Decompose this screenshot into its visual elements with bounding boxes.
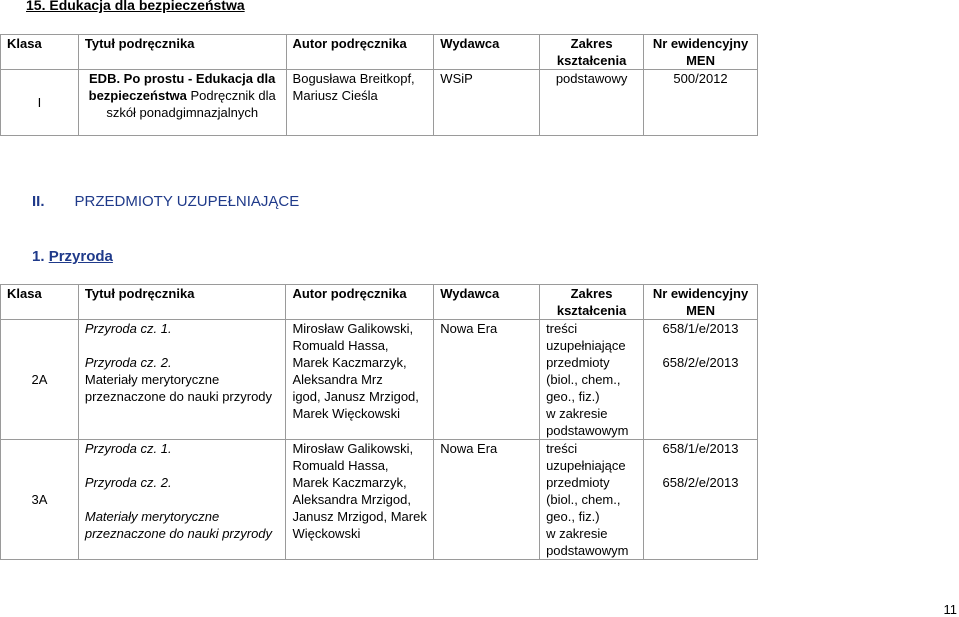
- zakres-line: (biol., chem.,: [546, 492, 621, 507]
- zakres-line: treści: [546, 321, 578, 336]
- header-klasa: Klasa: [1, 35, 79, 70]
- cell-autor: [286, 440, 434, 560]
- header-wydawca: Wydawca: [434, 285, 540, 320]
- tytul-line: Przyroda cz. 1.: [84, 441, 172, 456]
- cell-zakres: [540, 320, 644, 440]
- autor-line: Aleksandra Mrzigod,: [292, 492, 411, 507]
- cell-klasa: 2A: [1, 320, 79, 440]
- tytul-line: Materiały merytoryczne: [84, 509, 220, 524]
- autor-line: Romuald Hassa,: [292, 458, 389, 473]
- cell-autor: [286, 70, 434, 136]
- tytul-line1: EDB. Po prostu - Edukacja dla: [89, 71, 276, 86]
- table-row: [1, 440, 758, 560]
- cell-zakres: [540, 440, 644, 560]
- zakres-line: w zakresie: [546, 526, 608, 541]
- tytul-line: Materiały merytoryczne: [84, 372, 220, 387]
- cell-wydawca: WSiP: [434, 70, 540, 136]
- zakres-line: treści: [546, 441, 578, 456]
- section-title-edb: 15. Edukacja dla bezpieczeństwa: [26, 0, 245, 13]
- nr-line: 658/2/e/2013: [662, 475, 739, 490]
- cell-nr: 500/2012: [644, 70, 758, 136]
- table-row: [1, 70, 758, 136]
- zakres-line: przedmioty: [546, 355, 610, 370]
- header-nr: Nr ewidencyjny MEN: [644, 285, 758, 320]
- header-autor: Autor podręcznika: [286, 285, 434, 320]
- cell-wydawca: Nowa Era: [434, 320, 540, 440]
- przyroda-number: 1.: [32, 248, 45, 265]
- autor-line: Janusz Mrzigod, Marek: [292, 509, 427, 524]
- przyroda-table: [0, 284, 758, 560]
- tytul-line: Przyroda cz. 1.: [84, 321, 172, 336]
- autor-line: Mirosław Galikowski,: [292, 321, 414, 336]
- zakres-line: geo., fiz.): [546, 389, 600, 404]
- tytul-line: Przyroda cz. 2.: [84, 355, 172, 370]
- header-klasa: Klasa: [1, 285, 79, 320]
- autor-line: igod, Janusz Mrzigod,: [292, 389, 419, 404]
- autor-line2: Mariusz Cieśla: [292, 88, 378, 103]
- tytul-line2b: Podręcznik dla: [186, 88, 276, 103]
- autor-line: Marek Więckowski: [292, 406, 401, 421]
- cell-wydawca: Nowa Era: [434, 440, 540, 560]
- header-tytul: Tytuł podręcznika: [78, 285, 286, 320]
- autor-line: Aleksandra Mrz: [292, 372, 383, 387]
- zakres-line: podstawowym: [546, 543, 629, 558]
- nr-line: 658/1/e/2013: [662, 321, 739, 336]
- tytul-line2: bezpieczeństwa: [88, 88, 187, 103]
- subsection-heading-przyroda: [32, 248, 113, 265]
- section-heading-uzupelniajace: [32, 193, 329, 210]
- autor-line: Marek Kaczmarzyk,: [292, 355, 407, 370]
- zakres-line: podstawowym: [546, 423, 629, 438]
- autor-line1: Bogusława Breitkopf,: [292, 71, 415, 86]
- nr-line: 658/1/e/2013: [662, 441, 739, 456]
- section2-title: PRZEDMIOTY UZUPEŁNIAJĄCE: [74, 193, 300, 210]
- tytul-line: przeznaczone do nauki przyrody: [84, 526, 273, 541]
- zakres-line: uzupełniające: [546, 458, 626, 473]
- autor-line: Więckowski: [292, 526, 361, 541]
- przyroda-title: Przyroda: [48, 248, 113, 265]
- cell-tytul: [78, 70, 286, 136]
- autor-line: Romuald Hassa,: [292, 338, 389, 353]
- cell-autor: [286, 320, 434, 440]
- cell-tytul: [78, 440, 286, 560]
- tytul-line3: szkół ponadgimnazjalnych: [106, 105, 259, 120]
- zakres-line: uzupełniające: [546, 338, 626, 353]
- cell-zakres: podstawowy: [540, 70, 644, 136]
- header-nr: Nr ewidencyjny MEN: [644, 35, 758, 70]
- cell-nr: [644, 440, 758, 560]
- table-row: [1, 320, 758, 440]
- zakres-line: przedmioty: [546, 475, 610, 490]
- autor-line: Mirosław Galikowski,: [292, 441, 414, 456]
- zakres-line: geo., fiz.): [546, 509, 600, 524]
- zakres-line: (biol., chem.,: [546, 372, 621, 387]
- header-zakres: Zakres kształcenia: [540, 35, 644, 70]
- header-wydawca: Wydawca: [434, 35, 540, 70]
- autor-line: Marek Kaczmarzyk,: [292, 475, 407, 490]
- header-tytul: Tytuł podręcznika: [78, 35, 286, 70]
- cell-klasa: I: [1, 70, 79, 136]
- zakres-line: w zakresie: [546, 406, 608, 421]
- edb-table: [0, 34, 758, 136]
- section2-number: II.: [32, 193, 45, 210]
- nr-line: 658/2/e/2013: [662, 355, 739, 370]
- cell-klasa: 3A: [1, 440, 79, 560]
- table-header-row: [1, 285, 758, 320]
- cell-nr: [644, 320, 758, 440]
- page-number: 11: [943, 602, 957, 617]
- header-autor: Autor podręcznika: [286, 35, 434, 70]
- cell-tytul: [78, 320, 286, 440]
- header-zakres: Zakres kształcenia: [540, 285, 644, 320]
- table-header-row: [1, 35, 758, 70]
- tytul-line: przeznaczone do nauki przyrody: [84, 389, 273, 404]
- tytul-line: Przyroda cz. 2.: [84, 475, 172, 490]
